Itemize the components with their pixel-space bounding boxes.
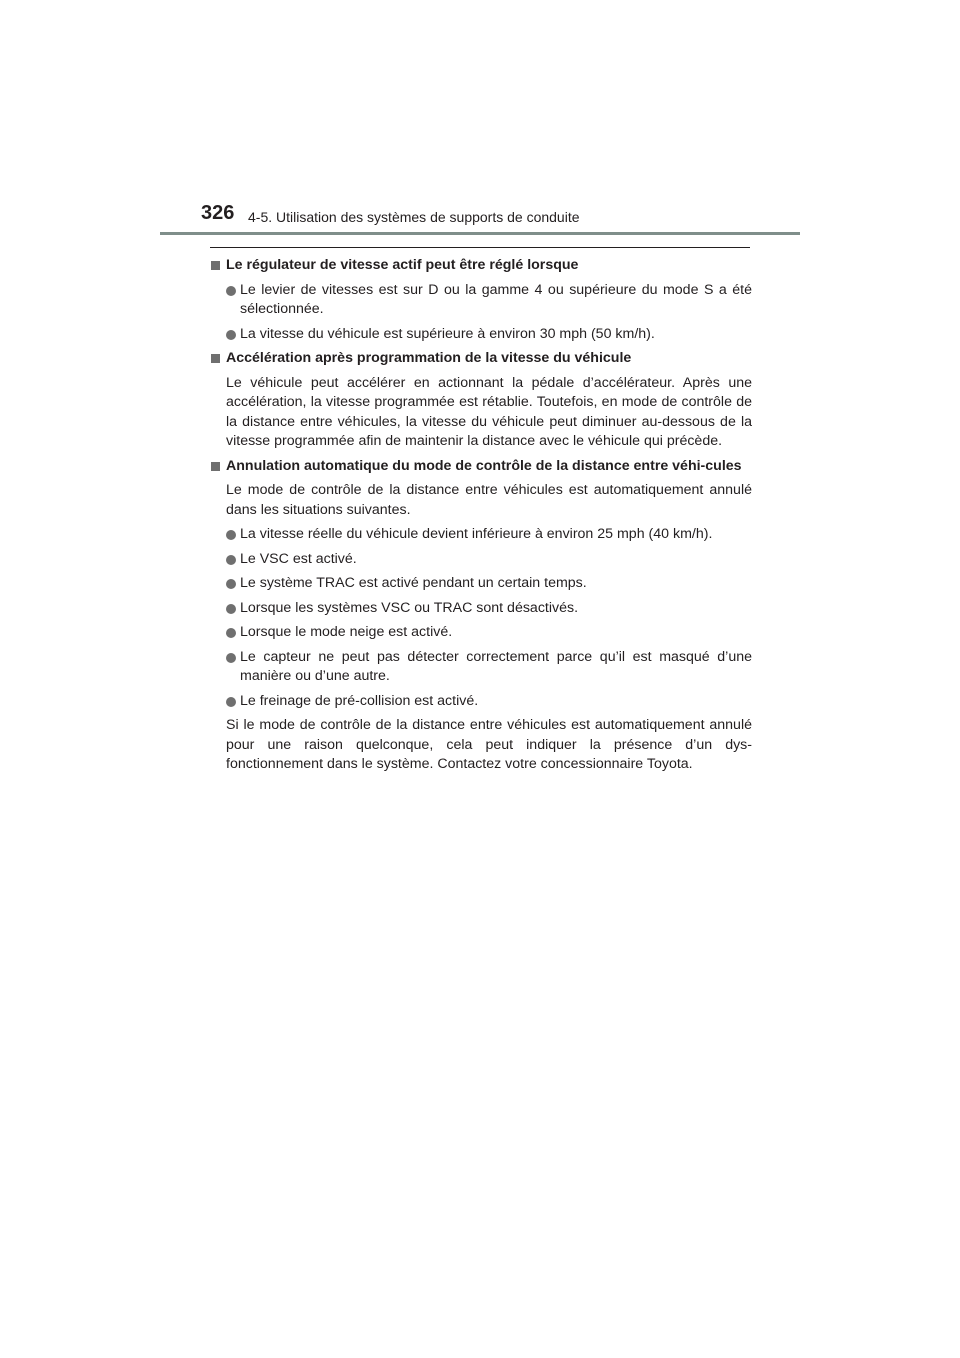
list-item [210, 648, 752, 687]
page-content [210, 256, 752, 780]
list-item-text: Lorsque les systèmes VSC ou TRAC sont désactivés. [240, 599, 579, 616]
list-item [210, 692, 752, 712]
section-heading-text: Annulation automatique du mode de contrôle de la distance entre véhi-cules [226, 457, 742, 474]
round-bullet-icon [226, 286, 236, 296]
list-item [210, 550, 752, 570]
round-bullet-icon [226, 628, 236, 638]
list-item-text: Le VSC est activé. [240, 550, 357, 567]
list-item-text: Le capteur ne peut pas détecter correctement parce qu’il est masqué d’une manière ou d’une autre. [240, 648, 752, 684]
round-bullet-icon [226, 653, 236, 663]
section-heading [210, 256, 752, 276]
header-divider [160, 232, 800, 235]
list-item [210, 623, 752, 643]
square-bullet-icon [211, 354, 220, 363]
section-divider [210, 247, 750, 248]
round-bullet-icon [226, 530, 236, 540]
list-item [210, 281, 752, 320]
round-bullet-icon [226, 330, 236, 340]
list-item-text: La vitesse du véhicule est supérieure à environ 30 mph (50 km/h). [240, 325, 655, 342]
round-bullet-icon [226, 604, 236, 614]
section-intro: Le mode de contrôle de la distance entre véhicules est automatiquement annulé dans les situations suivantes. [226, 482, 752, 518]
round-bullet-icon [226, 555, 236, 565]
list-item-text: Lorsque le mode neige est activé. [240, 624, 453, 640]
page-number: 326 [201, 202, 235, 224]
list-item [210, 525, 752, 545]
chapter-title: 4-5. Utilisation des systèmes de supports de conduite [248, 209, 580, 225]
section-heading [210, 349, 752, 369]
section-heading [210, 457, 752, 477]
square-bullet-icon [211, 462, 220, 471]
list-item-text: Le freinage de pré-collision est activé. [240, 692, 479, 709]
round-bullet-icon [226, 579, 236, 589]
list-item [210, 325, 752, 345]
section-paragraph: Le véhicule peut accélérer en actionnant la pédale d’accélérateur. Après une accélération, la vitesse programmée est rétablie. Toutefois, en mode de contrôle de la distance entre véhicules, la vitesse du véhicule peut diminuer au-dessous de la vitesse programmée afin de maintenir la distance avec le véhicule qui précède. [226, 374, 752, 449]
list-item-text: Le levier de vitesses est sur D ou la gamme 4 ou supérieure du mode S a été sélectionnée. [240, 281, 752, 317]
section-outro: Si le mode de contrôle de la distance entre véhicules est automatiquement annulé pour une raison quelconque, cela peut indiquer la présence d’un dys-fonctionnement dans le système. Contactez votre concessionnaire Toyota. [226, 717, 752, 772]
square-bullet-icon [211, 261, 220, 270]
list-item [210, 599, 752, 619]
section-heading-text: Accélération après programmation de la vitesse du véhicule [226, 350, 632, 366]
list-item-text: La vitesse réelle du véhicule devient inférieure à environ 25 mph (40 km/h). [240, 526, 713, 542]
round-bullet-icon [226, 697, 236, 707]
section-heading-text: Le régulateur de vitesse actif peut être réglé lorsque [226, 257, 579, 273]
list-item [210, 574, 752, 594]
list-item-text: Le système TRAC est activé pendant un certain temps. [240, 575, 587, 591]
